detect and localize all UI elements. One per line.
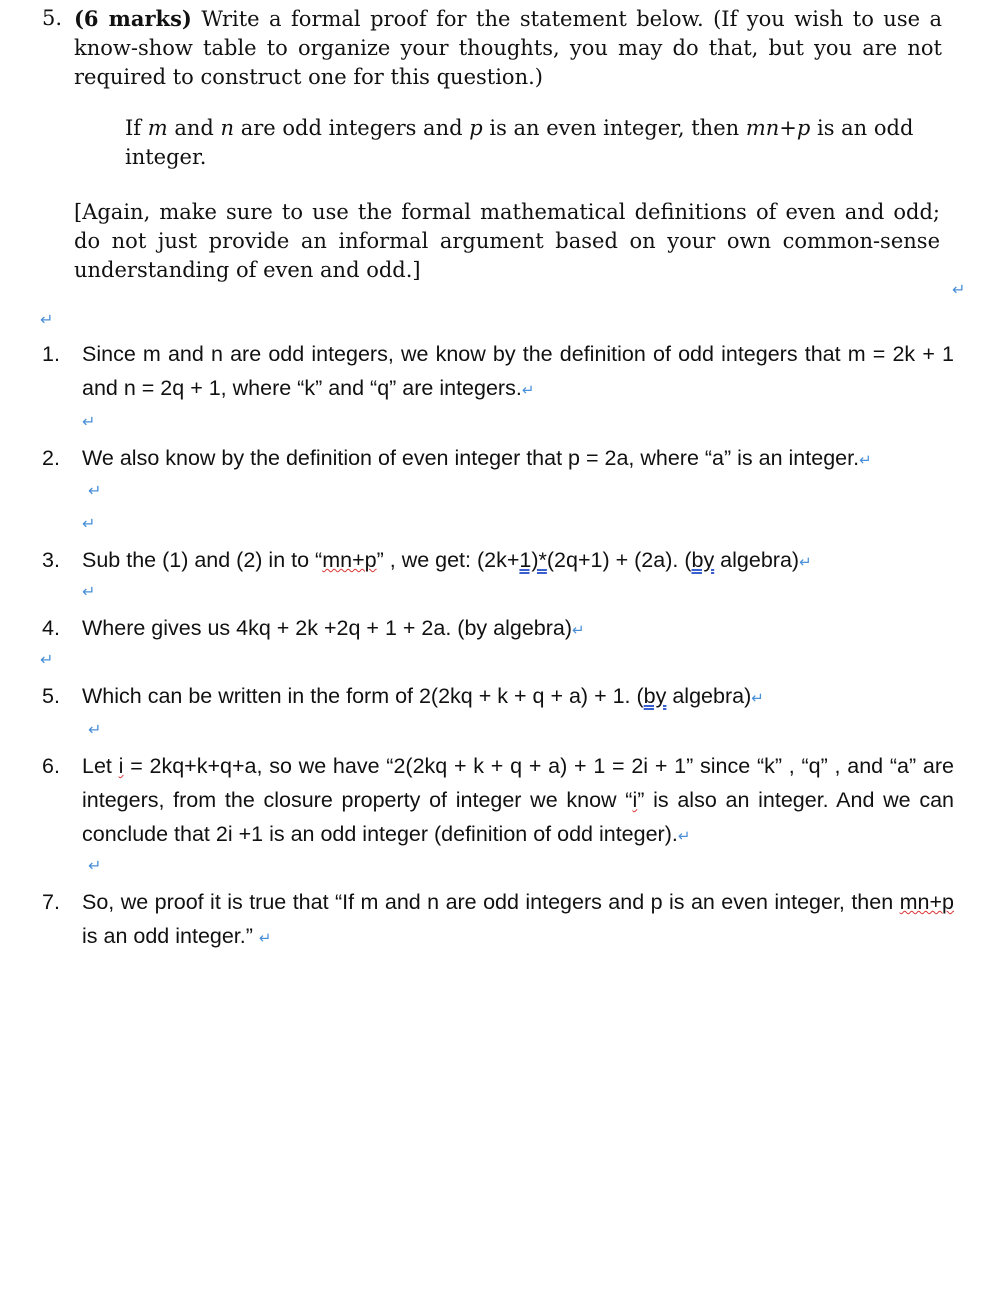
- paragraph-mark-icon: ↵: [82, 412, 96, 431]
- paragraph-mark-icon: ↵: [40, 310, 54, 329]
- question-instructions: Write a formal proof for the statement below. (If you wish to use a know-show table to organize your thoughts, you may do that, but you are not required to construct one for this question.): [74, 7, 943, 89]
- question-text: [74, 4, 942, 92]
- paragraph-mark-icon: ↵: [88, 856, 102, 875]
- paragraph-mark-icon: ↵: [82, 514, 96, 533]
- paragraph-mark-icon: ↵: [82, 582, 96, 601]
- paragraph-mark-icon: ↵: [40, 650, 54, 669]
- question-number: 5.: [42, 6, 63, 30]
- answer-item-6: 6. Let i = 2kq+k+q+a, so we have “2(2kq + k + q + a) + 1 = 2i + 1” since “k” , “q” , and “a” are integers, from the closure property of integer we know “i” is also an integer. And we can conclude that 2i +1 is an odd integer (definition of odd integer).↵: [42, 754, 955, 846]
- question-marks: (6 marks): [74, 6, 192, 31]
- question-block: [42, 4, 942, 92]
- answer-item-5: 5. Which can be written in the form of 2(2kq + k + q + a) + 1. (by algebra)↵: [42, 684, 764, 708]
- paragraph-mark-icon: ↵: [88, 720, 102, 739]
- answer-item-2: 2. We also know by the definition of even integer that p = 2a, where “a” is an integer.↵: [42, 446, 872, 470]
- paragraph-mark-icon: ↵: [952, 280, 966, 299]
- answer-item-7: 7. So, we proof it is true that “If m and n are odd integers and p is an even integer, then mn+p is an odd integer.” ↵: [42, 890, 954, 948]
- instruction-note: [Again, make sure to use the formal mathematical definitions of even and odd; do not just provide an informal argument based on your own common-sense understanding of even and odd.]: [74, 200, 940, 282]
- theorem-statement: If m and n are odd integers and p is an even integer, then mn+p is an odd integer.: [125, 116, 914, 169]
- answer-item-3: 3. Sub the (1) and (2) in to “mn+p” , we get: (2k+1)*(2q+1) + (2a). (by algebra)↵: [42, 548, 812, 572]
- paragraph-mark-icon: ↵: [88, 481, 102, 500]
- answer-item-1: 1. Since m and n are odd integers, we know by the definition of odd integers that m = 2k + 1 and n = 2q + 1, where “k” and “q” are integers.↵: [42, 342, 954, 400]
- answer-item-4: 4. Where gives us 4kq + 2k +2q + 1 + 2a. (by algebra)↵: [42, 616, 585, 640]
